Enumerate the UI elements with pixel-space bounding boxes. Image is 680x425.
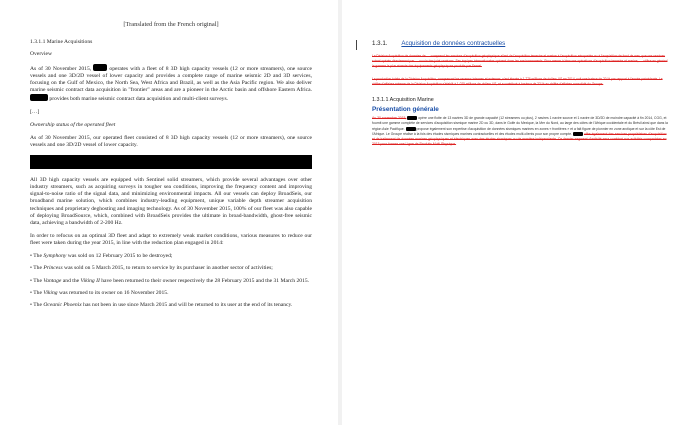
ellipsis: […] (30, 109, 40, 116)
redaction-bar (30, 155, 312, 169)
revision-text: offre également des services propriétaires d'acquisition et de traitement de données marines géophysiques et électriques avec des études sismiques ou de manière indépendante. Ce dernier segment d'activité sera combiné aux activités compactées en 2015 pour former une Ligne de Produits Multi-Physique. (372, 131, 667, 147)
redaction-mark (406, 127, 416, 131)
bullet-text: have been returned to their owner respectively the 28 February 2015 and the 31 March 2015. (101, 277, 310, 284)
vessel-name: Viking (43, 289, 58, 296)
bullet-text: was returned to its owner on 16 November 2015. (58, 289, 169, 296)
bullet-connector: and the (62, 277, 80, 284)
section-number: 1.3.1. (372, 40, 388, 47)
overview-paragraph (30, 64, 312, 104)
bullet-text: was sold on 12 February 2015 to be destroyed; (67, 253, 173, 260)
overview-text-main: operates with a fleet of 8 3D high capacity vessels (12 or more streamers), one source vessels and one 3D/2D vessel of lower capacity and provides a complete range of marine seismic 2D and 3D services, focusing on the Gulf of Mexico, the North Sea, West Africa and Brazil, as well as the Asia Pacific region. We also deliver marine seismic contract data acquisition in "frontier" areas and are a pioneer in the Arctic basin and offshore Eastern Africa. (30, 65, 312, 93)
ownership-paragraph: As of 30 November 2015, our operated fleet consisted of 8 3D high capacity vessels (12 or more streamers), one source vessels and one 3D/2D vessel of lower capacity. (30, 134, 312, 148)
body-text: propose également son expertise d'acquisition de données sismiques marines en zones « frontières » et a fait figure de pionnier en zone arctique et sur la côte Est de l'Afrique. Le Groupe réalise à la fois des études sismiques marines contractuelles et des études multi-clients pour son propre compte. (372, 126, 666, 136)
vessel-name: Vantage (43, 277, 62, 284)
section-title: Acquisition de données contractuelles (401, 40, 506, 47)
bullet-item: • The Vantage and the Viking II have been returned to their owner respectively the 28 February 2015 and the 31 March 2015. (30, 277, 310, 284)
section-title-row (372, 40, 670, 47)
left-document-page (0, 0, 338, 425)
change-bar (356, 40, 357, 50)
vessel-name: Oceanic Phoenix (43, 301, 82, 308)
redaction-mark (407, 116, 417, 120)
vessel-name: Viking II (80, 277, 100, 284)
right-document-page (342, 0, 680, 425)
body-paragraph-fr (372, 116, 670, 148)
revision-text: Au 30 novembre 2015, (372, 115, 407, 120)
bullet-text: has not been in use since March 2015 and will be returned to its user at the end of its tenancy. (83, 301, 293, 308)
redaction-mark (30, 94, 48, 101)
section-heading: 1.3.1.1 Marine Acquisitions (30, 39, 93, 46)
deleted-paragraph: La production totale de la Division Acquisition, comprenant les revenus internes et externes, s'est élevée à 1 776 millions de dollars US en 2014, soit une baisse de 20 % par rapport à l'année précédente. Le chiffre d'affaires externe de la Division Acquisition s'établit à 1 025 millions de dollars US, et a contribué à hauteur de 33 % au chiffre d'affaires consolidé du Groupe. (372, 77, 663, 87)
overview-heading-fr: Présentation générale (372, 105, 439, 113)
sentinel-paragraph: All 3D high capacity vessels are equipped with Sentinel solid streamers, which provide several advantages over other industry streamers, such as acquiring surveys in tougher sea conditions, improving the frequency content and improving signal-to-noise ratio of the signal data, and minimizing environmental impacts. All our vessels can deploy BroadSeis, our broadband marine solution, which combines industry-leading equipment, unique variable depth streamer acquisition techniques and proprietary deghosting and imaging technology. As of 30 November 2015, 100% of our fleet was also capable of deploying BroadSource, which, combined with BroadSeis provides the ultimate in broad-bandwidth, ghost-free seismic data, achieving a bandwidth of 2-200 Hz. (30, 176, 312, 226)
right-page-content (372, 40, 670, 148)
overview-text-start: As of 30 November 2015, (30, 65, 92, 72)
bullet-item: • The Princess was sold on 5 March 2015, to return to service by its purchaser in another sector of activities; (30, 265, 273, 272)
subsection-heading: 1.3.1.1 Acquisition Marine (372, 96, 434, 103)
bullet-item: • The Oceanic Phoenix has not been in use since March 2015 and will be returned to its user at the end of its tenancy. (30, 301, 293, 308)
redaction-mark (573, 132, 583, 136)
redaction-mark (93, 64, 107, 71)
ownership-heading: Ownership status of the operated fleet (30, 122, 116, 129)
left-page-content (30, 17, 312, 314)
vessel-name: Symphony (43, 253, 67, 260)
bullet-text: was sold on 5 March 2015, to return to service by its purchaser in another sector of activities; (64, 265, 273, 272)
translation-banner: [Translated from the French original] (123, 21, 219, 28)
deleted-paragraph: La Division Acquisition de données de … comprend les services d'acquisition géophysique allant de l'acquisition terrestre et marine à l'acquisition aéroportée ou à l'acquisition de fond de mer, que ces services soient opérés directement par … ou via des joint-ventures. Ses équipes internationales opèrent dans les environnements. Pour mener à bien ses opérations d'acquisition terrestre et marine, … utilise en général la gamme la plus récente des équipements géophysiques produits par Sercel. (372, 54, 668, 68)
bullet-item: • The Viking was returned to its owner on 16 November 2015. (30, 289, 169, 296)
overview-text-tail: provides both marine seismic contract data acquisition and multi-client surveys. (49, 96, 229, 103)
bullet-item: • The Symphony was sold on 12 February 2015 to be destroyed; (30, 253, 173, 260)
refocus-paragraph: In order to refocus on an optimal 3D fleet and adapt to extremely weak market conditions, various measures to reduce our fleet were taken during the year 2015, in line with the reduction plan engaged in 2014: (30, 233, 312, 247)
vessel-name: Princess (43, 265, 63, 272)
overview-heading: Overview (30, 51, 53, 58)
body-text: opère une flotte de 13 navires 3D de grande capacité (12 streamers ou plus), 2 navires 1 navire source et 1 navire de 3D/2D de moindre capacité à fin 2014, CGG, et fournit une gamme complète de services d'acquisition sismique marine 2D ou 3D, dans le Golfe du Mexique, la Mer du Nord, au large des côtes de l'Afrique occidentale et du Brésil ainsi que dans la région Asie Pacifique. (372, 115, 668, 131)
